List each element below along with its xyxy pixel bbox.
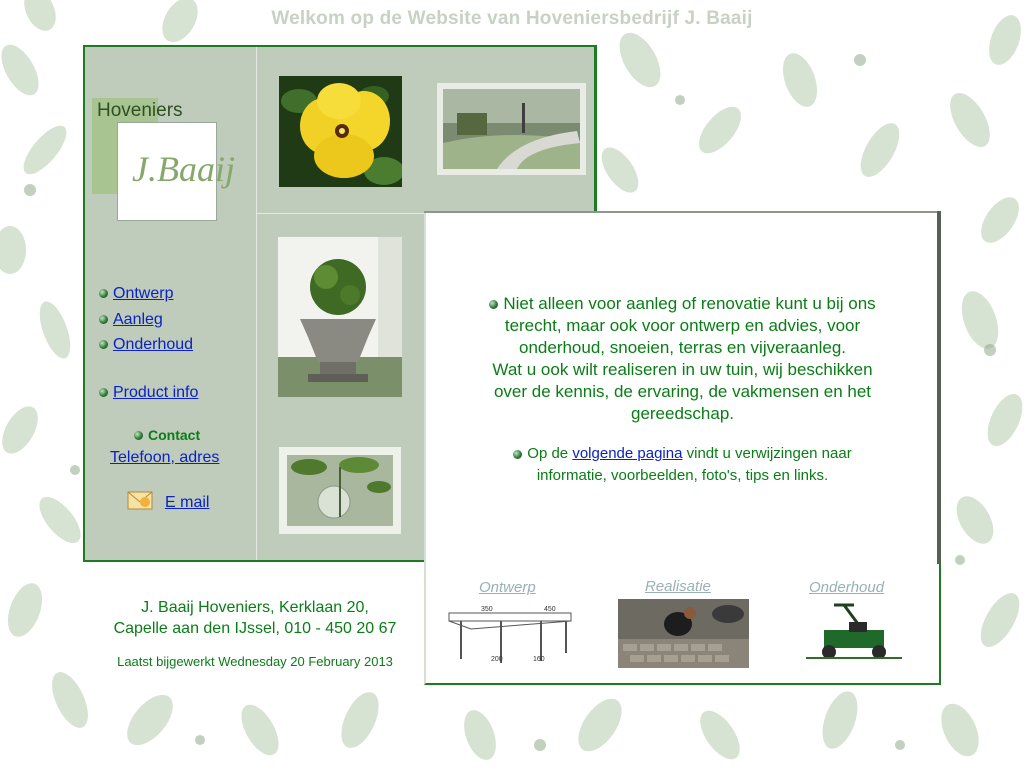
logo-text-name: J.Baaij [132,149,235,189]
intro-line: onderhoud, snoeien, terras en vijveraanleg. [519,338,846,357]
intro-line: Wat u ook wilt realiseren in uw tuin, wij beschikken [492,360,873,379]
company-address [86,597,424,639]
nav-item-ontwerp[interactable] [99,285,173,303]
intro-line: gereedschap. [630,404,735,423]
nav-link-onderhoud[interactable]: Onderhoud [113,336,194,353]
address-line: J. Baaij Hoveniers, Kerklaan 20, [141,599,369,616]
nav-item-email[interactable] [165,494,209,512]
page-title: Welkom op de Website van Hoveniersbedrijf J. Baaij [271,8,753,29]
pergola-dimension: 450 [544,606,556,613]
intro-line: terecht, maar ook voor ontwerp en advies, voor [504,316,861,335]
nav-link-telefoon[interactable]: Telefoon, adres [110,449,220,466]
nav-item-aanleg[interactable] [99,311,163,329]
pergola-dimension: 160 [533,656,545,663]
panel-shadow [424,211,941,213]
glass-vase-photo [279,447,401,534]
thumb-link-onderhoud[interactable]: Onderhoud [809,579,885,596]
next-page-link[interactable]: volgende pagina [572,445,683,462]
nav-link-email[interactable]: E mail [165,494,210,511]
last-updated-text: Laatst bijgewerkt Wednesday 20 February 2013 [117,654,393,669]
bullet-icon [99,315,108,324]
pansy-flower-photo [279,76,402,187]
nav-item-product-info[interactable] [99,384,198,402]
bullet-icon [99,388,108,397]
thumb-link-realisatie[interactable]: Realisatie [645,578,711,595]
panel-shadow [937,211,941,564]
address-line: Capelle aan den IJssel, 010 - 450 20 67 [113,620,397,637]
nav-link-ontwerp[interactable]: Ontwerp [113,285,174,302]
bullet-icon [513,450,522,459]
email-envelope-icon[interactable] [127,489,153,511]
intro-line: over de kennis, de ervaring, de vakmensen en het [493,382,872,401]
pergola-dimension: 350 [481,606,493,613]
bullet-icon [99,340,108,349]
intro-line: Niet alleen voor aanleg of renovatie kunt u bij ons [430,293,935,315]
lawn-mower-thumbnail[interactable] [804,600,904,662]
next-page-line: Op de volgende pagina vindt u verwijzingen naar [430,443,935,465]
nav-item-telefoon[interactable] [110,449,219,467]
garden-path-photo [437,83,586,175]
contact-heading-label: Contact [148,427,201,443]
bullet-icon [99,289,108,298]
paving-work-thumbnail[interactable] [618,599,749,668]
nav-link-product-info[interactable]: Product info [113,384,199,401]
pergola-drawing-thumbnail[interactable] [441,601,579,665]
logo-text-hoveniers: Hoveniers [97,100,183,121]
panel-divider [256,47,257,560]
topiary-urn-photo [278,237,402,397]
pergola-dimension: 200 [491,656,503,663]
intro-paragraph [430,293,935,425]
bullet-icon [134,431,143,440]
contact-heading [134,427,200,445]
thumb-link-ontwerp[interactable]: Ontwerp [479,579,536,596]
next-page-paragraph [430,443,935,487]
nav-item-onderhoud[interactable] [99,336,193,354]
bullet-icon [489,300,498,309]
next-page-line: informatie, voorbeelden, foto's, tips en links. [536,467,829,484]
nav-link-aanleg[interactable]: Aanleg [113,311,163,328]
